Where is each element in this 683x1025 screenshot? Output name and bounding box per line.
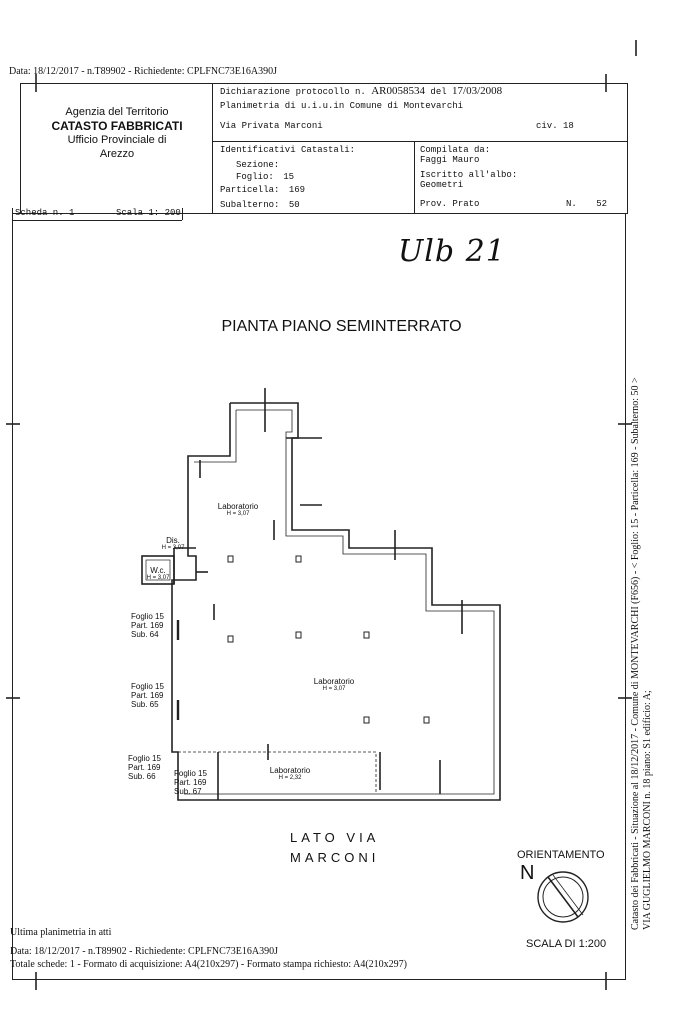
room-height: H = 3,07 (322, 686, 346, 692)
n-label: N. (566, 199, 577, 209)
albo-value: Geometri (420, 180, 464, 190)
adj-part: Part. 169 (174, 778, 207, 787)
room-name: Laboratorio (313, 677, 355, 686)
room-name: W.c. (150, 566, 166, 575)
adj-sub: Sub. 66 (128, 772, 156, 781)
albo-label: Iscritto all'albo: (420, 170, 518, 180)
scale-label: SCALA DI 1:200 (526, 938, 607, 950)
room-name: Laboratorio (217, 502, 259, 511)
adj-foglio: Foglio 15 (131, 612, 164, 621)
particella-value: 169 (288, 185, 306, 195)
subalterno-value: 50 (288, 200, 300, 210)
address-line: Via Privata Marconi (220, 121, 323, 131)
scala-label: Scala 1: 200 (116, 208, 181, 218)
room-name: Dis. (166, 536, 180, 545)
room-height: H = 3,07 (161, 545, 185, 551)
room-laboratorio-main (302, 677, 366, 692)
protocol-number: AR0058534 (371, 85, 426, 97)
room-name: Laboratorio (269, 766, 311, 775)
street-line-1: LATO VIA (290, 830, 380, 845)
room-dis (156, 536, 190, 551)
top-meta-line: Data: 18/12/2017 - n.T89902 - Richiedente: CPLFNC73E16A390J (9, 66, 278, 77)
room-height: H = 3,07 (146, 575, 170, 581)
adj-foglio: Foglio 15 (128, 754, 161, 763)
adjacent-sub-67 (174, 769, 207, 796)
adjacent-sub-65 (131, 682, 164, 709)
scheda-label: Scheda n. 1 (15, 208, 75, 218)
footer-format-line: Totale schede: 1 - Formato di acquisizione: A4(210x297) - Formato stampa richiesto: A4(210x297) (10, 959, 407, 970)
n-value: 52 (596, 199, 608, 209)
room-laboratorio-upper (206, 502, 270, 517)
protocol-date: 17/03/2008 (452, 85, 503, 97)
adj-sub: Sub. 65 (131, 700, 159, 709)
adj-sub: Sub. 64 (131, 630, 159, 639)
civ-label: civ. (536, 121, 558, 131)
side-line-2: VIA GUGLIELMO MARCONI n. 18 piano: S1 edificio: A; (642, 690, 653, 930)
street-label (290, 828, 379, 868)
adj-part: Part. 169 (131, 621, 164, 630)
civ-number: 18 (563, 121, 574, 131)
subalterno-label: Subalterno: (220, 200, 280, 210)
catasto-title: CATASTO FABBRICATI (51, 119, 183, 133)
handwritten-note: Ulb 21 (398, 234, 506, 269)
date-label: del (430, 87, 447, 97)
sezione-label: Sezione: (236, 160, 280, 170)
room-height: H = 3,07 (226, 511, 250, 517)
cadastral-title: Identificativi Catastali: (220, 145, 356, 155)
prov-value: Prato (452, 199, 480, 209)
adj-sub: Sub. 67 (174, 787, 202, 796)
office-city: Arezzo (99, 148, 135, 160)
room-laboratorio-lower (258, 766, 322, 781)
adjacent-sub-64 (131, 612, 164, 639)
orientation-label: ORIENTAMENTO (517, 849, 605, 861)
compiled-name: Faggi Mauro (420, 155, 480, 165)
room-height: H = 2,32 (278, 775, 302, 781)
adj-foglio: Foglio 15 (174, 769, 207, 778)
foglio-label: Foglio: (236, 172, 274, 182)
adj-part: Part. 169 (131, 691, 164, 700)
last-plan-note: Ultima planimetria in atti (10, 927, 112, 938)
agency-name: Agenzia del Territorio (65, 106, 169, 118)
foglio-value: 15 (283, 172, 295, 182)
protocol-label: Dichiarazione protocollo n. (220, 87, 366, 97)
side-caption (630, 290, 654, 930)
office-line: Ufficio Provinciale di (67, 134, 167, 146)
adj-foglio: Foglio 15 (131, 682, 164, 691)
footer-meta-line: Data: 18/12/2017 - n.T89902 - Richiedente: CPLFNC73E16A390J (10, 946, 279, 957)
adjacent-sub-66 (128, 754, 161, 781)
adj-part: Part. 169 (128, 763, 161, 772)
street-line-2: MARCONI (290, 850, 380, 865)
plan-title: PIANTA PIANO SEMINTERRATO (221, 318, 462, 335)
particella-label: Particella: (220, 185, 280, 195)
side-line-1: Catasto dei Fabbricati - Situazione al 18/12/2017 - Comune di MONTEVARCHI (F656) - < Foglio: 15 - Particella: 169 - Subalterno: 50 > (630, 377, 641, 930)
north-label: N (520, 862, 535, 884)
room-wc (142, 566, 174, 581)
compass-icon (538, 872, 588, 922)
compiled-label: Compilata da: (420, 145, 491, 155)
prov-label: Prov. (420, 199, 448, 209)
plan-line: Planimetria di u.i.u.in Comune di Montevarchi (220, 101, 464, 111)
